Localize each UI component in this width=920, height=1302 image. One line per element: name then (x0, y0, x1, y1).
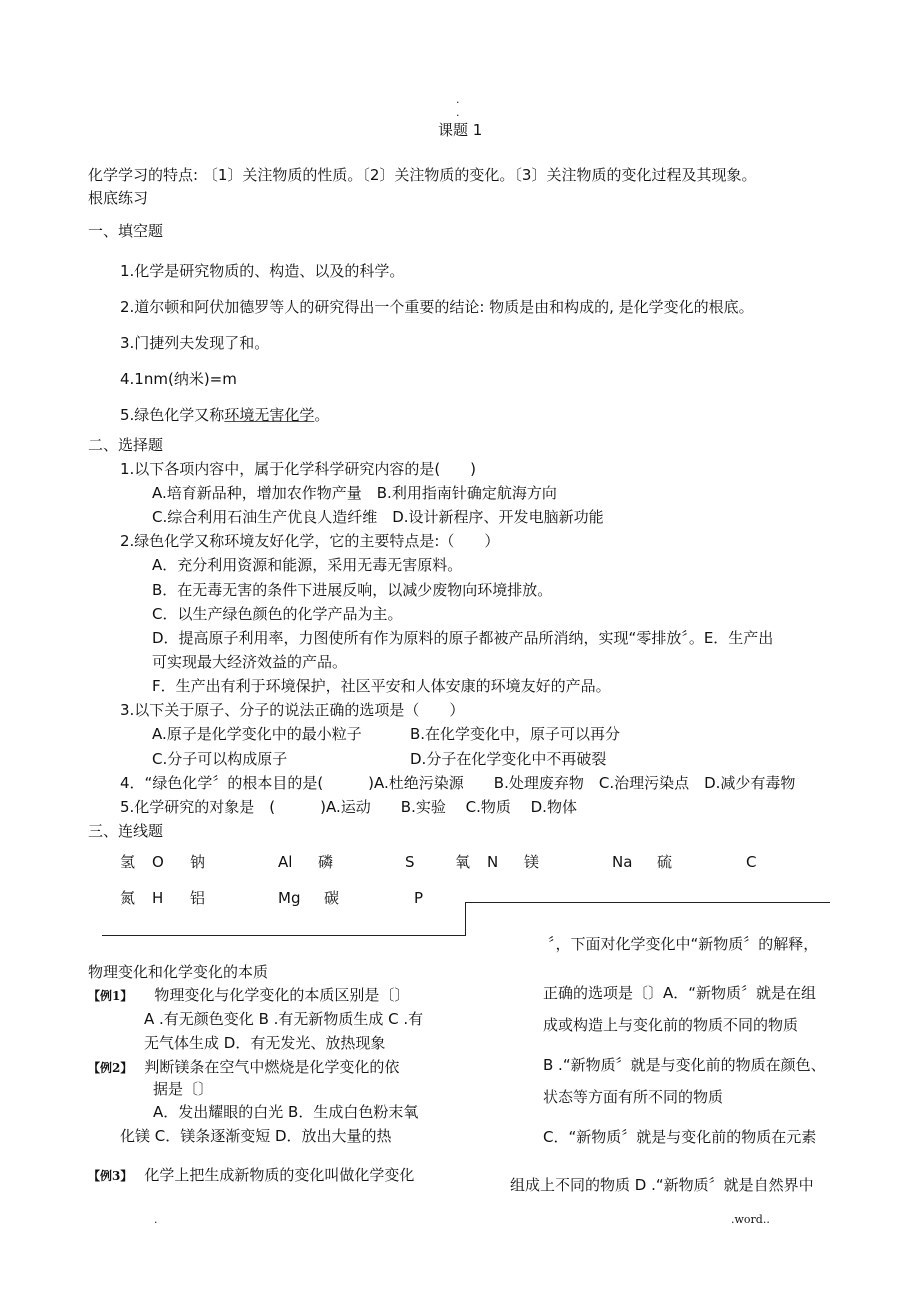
match-item: 钠 (190, 853, 206, 871)
fill-q1: 1.化学是研究物质的、构造、以及的科学。 (120, 262, 405, 280)
choice-q4: 4．“绿色化学〞的根本目的是( )A.杜绝污染源 B.处理废弃物 C.治理污染点 D.减少有毒物 (120, 774, 796, 792)
choice-q2: 2.绿色化学又称环境友好化学，它的主要特点是:（ ） (120, 532, 500, 550)
intro-text: 化学学习的特点: 〔1〕关注物质的性质。〔2〕关注物质的变化。〔3〕关注物质的变化过程及其现象。 (88, 166, 757, 184)
section1-title: 一、填空题 (88, 222, 164, 240)
choice-q2-f: F．生产出有利于环境保护，社区平安和人体安康的环境友好的产品。 (152, 677, 611, 695)
match-item: 氢 (120, 853, 136, 871)
right-line-7: 组成上不同的物质 D .“新物质〞就是自然界中 (510, 1176, 814, 1194)
right-line-6: C．“新物质〞就是与变化前的物质在元素 (543, 1128, 817, 1146)
example-1-tag: 【例1】 (88, 989, 133, 1003)
example-3-text: 化学上把生成新物质的变化叫做化学变化 (144, 1166, 415, 1184)
example-2-line3: A．发出耀眼的白光 B．生成白色粉末氧 (153, 1103, 419, 1121)
footer-right: .word.. (731, 1213, 770, 1226)
header-dot: . (456, 93, 460, 106)
match-item: 硫 (657, 853, 673, 871)
match-item: P (414, 889, 424, 907)
example-1 (88, 985, 409, 1006)
match-item: Na (612, 853, 633, 871)
choice-q3-a: A.原子是化学变化中的最小粒子 (152, 725, 362, 743)
example-2-line4: 化镁 C．镁条逐渐变短 D．放出大量的热 (120, 1127, 392, 1145)
right-line-2: 正确的选项是〔〕A．“新物质〞就是在组 (543, 984, 817, 1002)
example-2 (88, 1057, 399, 1078)
example-1-text: 物理变化与化学变化的本质区别是〔〕 (154, 986, 410, 1004)
right-line-4: B .“新物质〞就是与变化前的物质在颜色、 (543, 1056, 826, 1074)
section3-title: 三、连线题 (88, 822, 164, 840)
column-divider-top (465, 902, 830, 903)
match-item: 镁 (524, 853, 540, 871)
page-title: 课题 1 (438, 121, 483, 139)
choice-q1-ab: A.培育新品种，增加农作物产量 B.利用指南针确定航海方向 (152, 484, 557, 502)
example-2-line2: 据是〔〕 (153, 1080, 214, 1098)
match-item: 氧 (455, 853, 471, 871)
example-1-line3: 无气体生成 D．有无发光、放热现象 (144, 1034, 386, 1052)
match-item: Mg (278, 889, 301, 907)
fill-q5 (120, 405, 329, 425)
choice-q3: 3.以下关于原子、分子的说法正确的选项是（ ） (120, 701, 465, 719)
example-2-tag: 【例2】 (88, 1061, 133, 1075)
fill-q5-answer: 环境无害化学 (224, 406, 315, 424)
match-item: N (487, 853, 499, 871)
fill-q5-prefix: 5.绿色化学又称 (120, 406, 225, 424)
choice-q1-cd: C.综合利用石油生产优良人造纤维 D.设计新程序、开发电脑新功能 (152, 508, 604, 526)
choice-q2-a: A．充分利用资源和能源，采用无毒无害原料。 (152, 556, 463, 574)
right-line-1: 〞，下面对化学变化中“新物质〞的解释， (548, 935, 819, 953)
choice-q2-d2: 可实现最大经济效益的产品。 (152, 653, 348, 671)
footer-left: . (154, 1213, 158, 1226)
right-line-5: 状态等方面有所不同的物质 (543, 1088, 724, 1106)
fill-q2: 2.道尔顿和阿伏加德罗等人的研究得出一个重要的结论: 物质是由和构成的, 是化学变化的根底。 (120, 298, 754, 316)
match-item: 磷 (318, 853, 334, 871)
fill-q4: 4.1nm(纳米)=m (120, 370, 237, 388)
right-line-3: 成或构造上与变化前的物质不同的物质 (543, 1016, 799, 1034)
sub-title: 根底练习 (88, 189, 149, 207)
match-item: 氮 (120, 889, 136, 907)
choice-q2-b: B．在无毒无害的条件下进展反响，以减少废物向环境排放。 (152, 581, 553, 599)
fill-q5-suffix: 。 (314, 406, 330, 424)
match-item: 碳 (324, 889, 340, 907)
column-divider-bottom (102, 935, 466, 936)
example-1-line2: A .有无颜色变化 B .有无新物质生成 C .有 (144, 1010, 424, 1028)
choice-q1: 1.以下各项内容中，属于化学科学研究内容的是( ) (120, 460, 477, 478)
choice-q3-d: D.分子在化学变化中不再破裂 (410, 750, 607, 768)
left-section-title: 物理变化和化学变化的本质 (88, 963, 269, 981)
choice-q2-c: C．以生产绿色颜色的化学产品为主。 (152, 605, 403, 623)
column-divider-vertical (465, 902, 466, 936)
section2-title: 二、选择题 (88, 436, 164, 454)
match-item: C (746, 853, 757, 871)
match-item: Al (278, 853, 293, 871)
match-item: 铝 (190, 889, 206, 907)
example-3 (88, 1165, 414, 1186)
match-item: S (405, 853, 415, 871)
header-dot-2: . (456, 106, 460, 119)
choice-q3-b: B.在化学变化中，原子可以再分 (410, 725, 621, 743)
choice-q5: 5.化学研究的对象是 ( )A.运动 B.实验 C.物质 D.物体 (120, 798, 577, 816)
example-3-tag: 【例3】 (88, 1169, 133, 1183)
choice-q2-d: D．提高原子利用率，力图使所有作为原料的原子都被产品所消纳，实现“零排放〞。E．生产出 (152, 629, 774, 647)
match-item: H (152, 889, 164, 907)
match-item: O (152, 853, 164, 871)
fill-q3: 3.门捷列夫发现了和。 (120, 334, 270, 352)
choice-q3-c: C.分子可以构成原子 (152, 750, 288, 768)
example-2-text: 判断镁条在空气中燃烧是化学变化的依 (144, 1058, 400, 1076)
